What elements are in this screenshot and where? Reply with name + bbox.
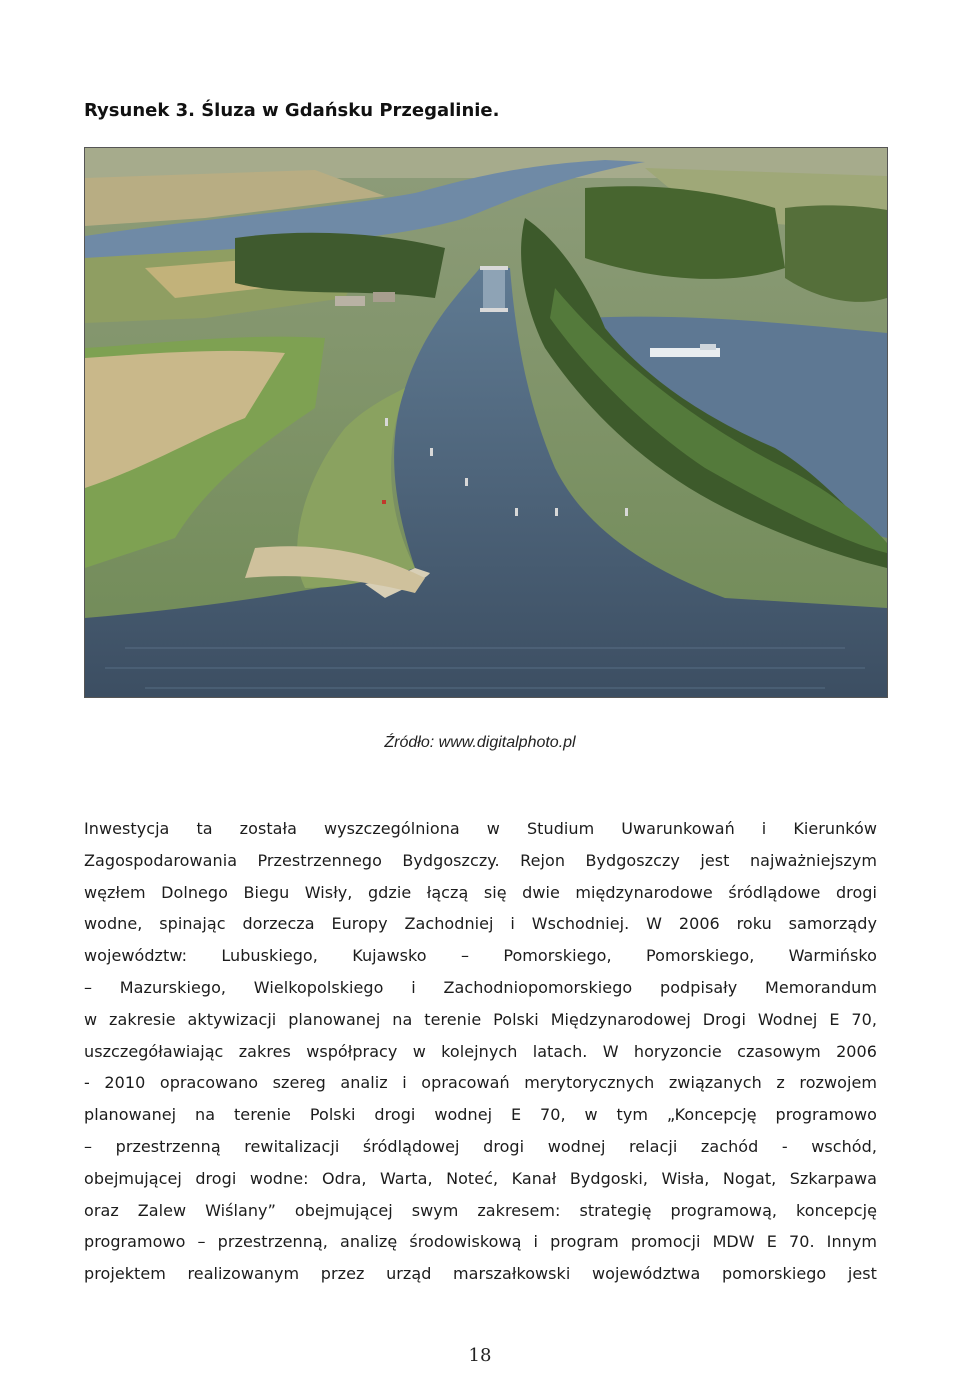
text-line: programowo – przestrzenną, analizę środowiskową i program promocji MDW E 70. Innym	[84, 1232, 877, 1252]
text-line: oraz Zalew Wiślany” obejmującej swym zakresem: strategię programową, koncepcję	[84, 1200, 877, 1220]
figure-title: Rysunek 3. Śluza w Gdańsku Przegalinie.	[84, 100, 500, 121]
text-line: węzłem Dolnego Biegu Wisły, gdzie łączą się dwie międzynarodowe śródlądowe drogi	[84, 882, 877, 902]
figure-source: Źródło: www.digitalphoto.pl	[384, 734, 576, 751]
text-line: wodne, spinając dorzecza Europy Zachodniej i Wschodniej. W 2006 roku samorządy	[84, 914, 877, 934]
text-line: w zakresie aktywizacji planowanej na terenie Polski Międzynarodowej Drogi Wodnej E 70,	[84, 1009, 877, 1029]
aerial-photo-lock	[84, 147, 888, 698]
text-line: – przestrzenną rewitalizacji śródlądowej drogi wodnej relacji zachód - wschód,	[84, 1136, 877, 1156]
text-line: uszczegóławiając zakres współpracy w kolejnych latach. W horyzoncie czasowym 2006	[84, 1041, 877, 1061]
text-line: projektem realizowanym przez urząd marszałkowski województwa pomorskiego jest	[84, 1264, 877, 1284]
text-line: Inwestycja ta została wyszczególniona w Studium Uwarunkowań i Kierunków	[84, 819, 877, 838]
body-paragraph	[84, 815, 877, 1292]
page-number: 18	[468, 1345, 492, 1366]
text-line: Zagospodarowania Przestrzennego Bydgoszczy. Rejon Bydgoszczy jest najważniejszym	[84, 850, 877, 870]
text-line: obejmującej drogi wodne: Odra, Warta, Noteć, Kanał Bydgoski, Wisła, Nogat, Szkarpawa	[84, 1168, 877, 1188]
text-line: - 2010 opracowano szereg analiz i opracowań merytorycznych związanych z rozwojem	[84, 1073, 877, 1093]
text-line: – Mazurskiego, Wielkopolskiego i Zachodniopomorskiego podpisały Memorandum	[84, 977, 877, 997]
text-line: województw: Lubuskiego, Kujawsko – Pomorskiego, Pomorskiego, Warmińsko	[84, 946, 877, 966]
text-line: planowanej na terenie Polski drogi wodnej E 70, w tym „Koncepcję programowo	[84, 1105, 877, 1125]
aerial-photo-illustration	[85, 148, 887, 697]
